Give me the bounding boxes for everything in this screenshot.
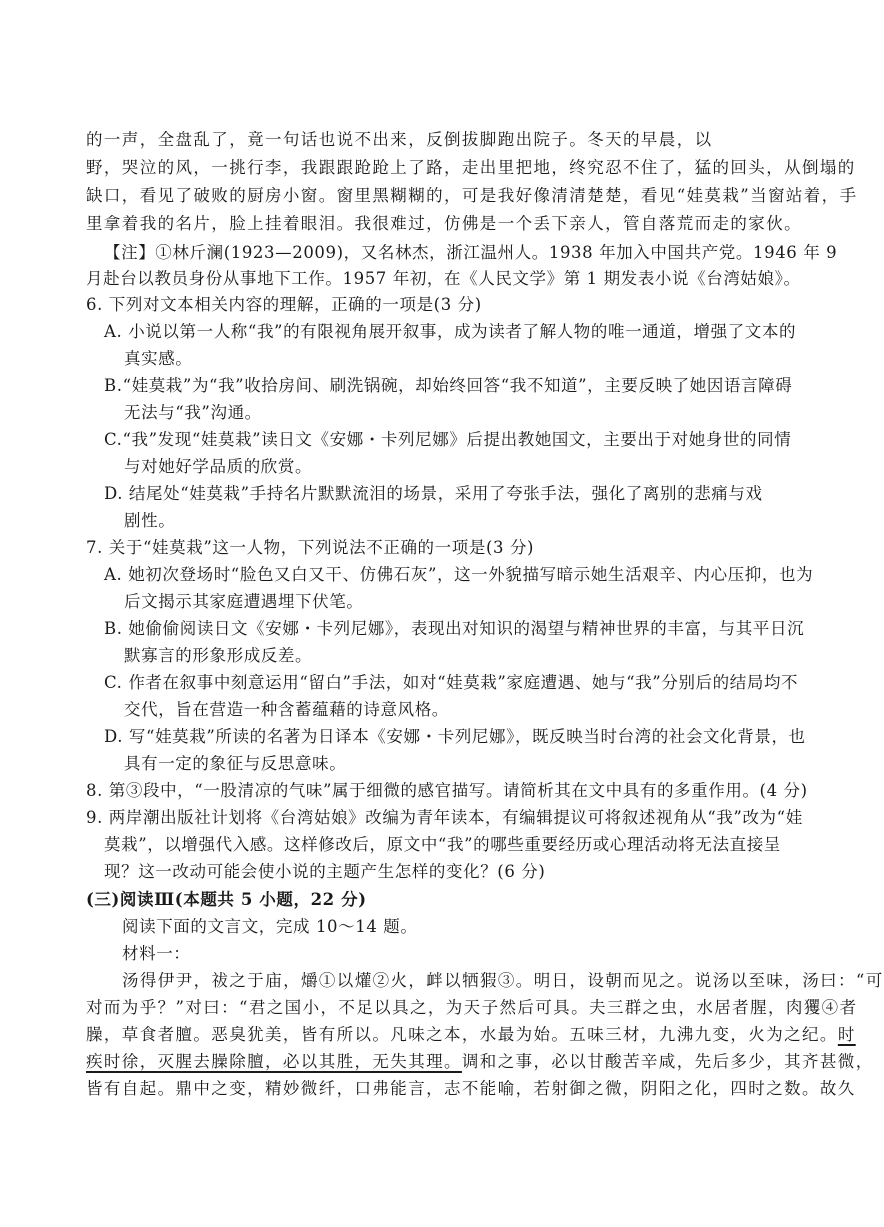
classical-line-4-text: 调和之事，必以甘酸苦辛咸，先后多少，其齐甚微， bbox=[461, 1052, 874, 1071]
classical-line-3-text: 臊，草食者膻。恶臭犹美，皆有所以。凡味之本，水最为始。五味三材，九沸九变，火为之纪。 bbox=[86, 1025, 838, 1044]
story-line-1: 的一声，全盘乱了，竟一句话也说不出来，反倒拔脚跑出院子。冬天的早晨，以 bbox=[86, 130, 713, 149]
q9-line-3: 现？这一改动可能会使小说的主题产生怎样的变化？(6 分) bbox=[104, 862, 546, 881]
q6-option-a: A. 小说以第一人称“我”的有限视角展开叙事，成为读者了解人物的唯一通道，增强了文本的 bbox=[104, 322, 797, 341]
q6-option-d: D. 结尾处“娃莫栽”手持名片默默流泪的场景，采用了夸张手法，强化了离别的悲痛与戏 bbox=[104, 484, 763, 503]
q6-option-b-cont: 无法与“我”沟通。 bbox=[124, 403, 262, 422]
classical-line-3 bbox=[86, 1022, 856, 1048]
section-3-instruction: 阅读下面的文言文，完成 10～14 题。 bbox=[122, 917, 418, 936]
q7-option-c: C. 作者在叙事中刻意运用“留白”手法，如对“娃莫栽”家庭遭遇、她与“我”分别后的结局均不 bbox=[104, 673, 799, 692]
section-3-heading: (三)阅读Ⅲ(本题共 5 小题，22 分) bbox=[86, 890, 367, 909]
classical-line-4 bbox=[86, 1049, 874, 1075]
q7-option-b-cont: 默寡言的形象形成反差。 bbox=[124, 646, 313, 665]
q6-option-c: C.“我”发现“娃莫栽”读日文《安娜・卡列尼娜》后提出教她国文，主要出于对她身世的同情 bbox=[104, 430, 792, 449]
q7-option-a-cont: 后文揭示其家庭遭遇埋下伏笔。 bbox=[124, 592, 364, 611]
story-line-2: 野，哭泣的风，一挑行李，我跟跟跄跄上了路，走出里把地，终究忍不住了，猛的回头，从倒塌的 bbox=[86, 158, 856, 177]
q6-option-c-cont: 与对她好学品质的欣赏。 bbox=[124, 457, 313, 476]
classical-line-2: 对而为乎？”对曰：“君之国小，不足以具之，为天子然后可具。夫三群之虫，水居者腥，肉玃④者 bbox=[86, 998, 858, 1017]
q7-option-a: A. 她初次登场时“脸色又白又干、仿佛石灰”，这一外貌描写暗示她生活艰辛、内心压抑，也为 bbox=[104, 565, 814, 584]
q6-option-d-cont: 剧性。 bbox=[124, 511, 176, 530]
classical-line-1: 汤得伊尹，祓之于庙，爝①以爟②火，衅以牺猳③。明日，设朝而见之。说汤以至味，汤曰：“可 bbox=[122, 971, 884, 990]
classical-underlined-sentence: 疾时徐，灭腥去臊除膻，必以其胜，无失其理。 bbox=[86, 1052, 462, 1071]
q6-stem: 6. 下列对文本相关内容的理解，正确的一项是(3 分) bbox=[86, 295, 482, 314]
q7-option-c-cont: 交代，旨在营造一种含蓄蕴藉的诗意风格。 bbox=[124, 700, 449, 719]
note-line-1: 【注】①林斤澜(1923—2009)，又名林杰，浙江温州人。1938 年加入中国共产党。1946 年 9 bbox=[104, 243, 838, 262]
q7-option-d-cont: 具有一定的象征与反思意味。 bbox=[124, 754, 347, 773]
q9-line-2: 莫栽”，以增强代入感。这样修改后，原文中“我”的哪些重要经历或心理活动将无法直接呈 bbox=[104, 835, 781, 854]
classical-underline-start: 时 bbox=[837, 1025, 856, 1044]
classical-line-5: 皆有自起。鼎中之变，精妙微纤，口弗能言，志不能喻，若射御之微，阴阳之化，四时之数。故久 bbox=[86, 1079, 856, 1098]
q7-stem: 7. 关于“娃莫栽”这一人物，下列说法不正确的一项是(3 分) bbox=[86, 538, 535, 557]
q7-option-d: D. 写“娃莫栽”所读的名著为日译本《安娜・卡列尼娜》，既反映当时台湾的社会文化背景，也 bbox=[104, 727, 806, 746]
q6-option-a-cont: 真实感。 bbox=[124, 349, 193, 368]
material-1-label: 材料一： bbox=[122, 944, 191, 963]
q6-option-b: B.“娃莫栽”为“我”收拾房间、刷洗锅碗，却始终回答“我不知道”，主要反映了她因语言障碍 bbox=[104, 376, 793, 395]
q8-stem: 8. 第③段中，“一股清凉的气味”属于细微的感官描写。请简析其在文中具有的多重作用。(4 分) bbox=[86, 781, 808, 800]
note-line-2: 月赴台以教员身份从事地下工作。1957 年初，在《人民文学》第 1 期发表小说《台湾姑娘》。 bbox=[86, 269, 801, 288]
story-line-4: 里拿着我的名片，脸上挂着眼泪。我很难过，仿佛是一个丢下亲人，管自落荒而走的家伙。 bbox=[86, 214, 802, 233]
q7-option-b: B. 她偷偷阅读日文《安娜・卡列尼娜》，表现出对知识的渴望与精神世界的丰富，与其平日沉 bbox=[104, 619, 805, 638]
story-line-3: 缺口，看见了破败的厨房小窗。窗里黑糊糊的，可是我好像清清楚楚，看见“娃莫栽”当窗站着，手 bbox=[86, 186, 858, 205]
q9-line-1: 9. 两岸潮出版社计划将《台湾姑娘》改编为青年读本，有编辑提议可将叙述视角从“我”改为“娃 bbox=[86, 808, 803, 827]
